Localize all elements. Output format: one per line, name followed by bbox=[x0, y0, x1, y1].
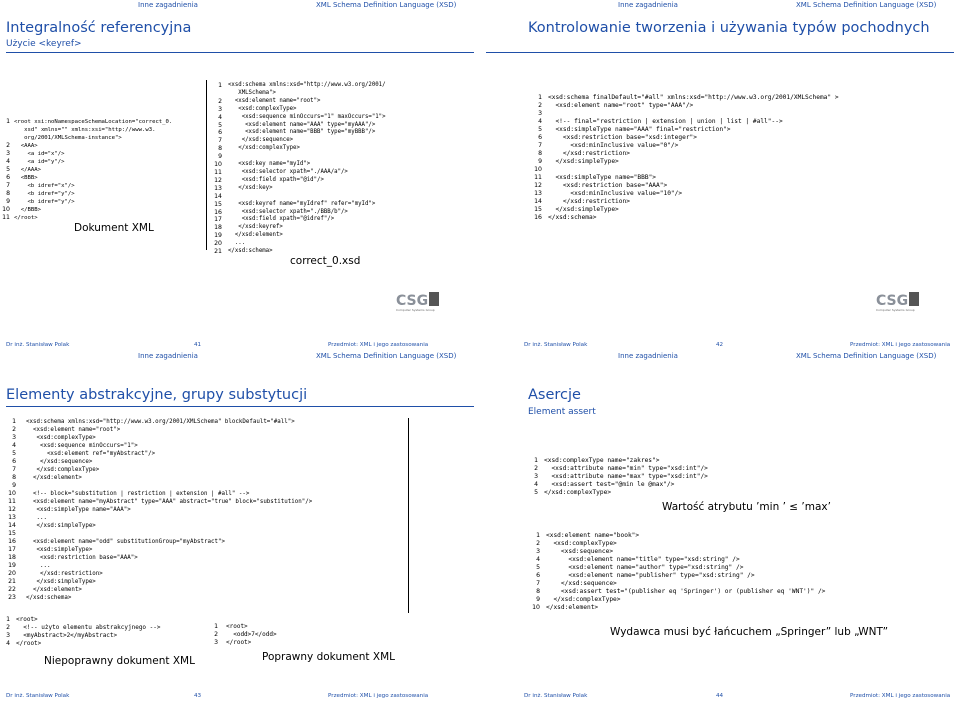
slide-subtitle: Element assert bbox=[528, 407, 596, 417]
xml-caption: Dokument XML bbox=[74, 222, 154, 234]
assert-publisher-caption: Wydawca musi być łańcuchem „Springer” lub „WNT” bbox=[610, 626, 889, 638]
header-topic: XML Schema Definition Language (XSD) bbox=[316, 352, 457, 360]
svg-text:CSG: CSG bbox=[396, 293, 429, 309]
header-topic: XML Schema Definition Language (XSD) bbox=[796, 1, 937, 9]
slide-title: Elementy abstrakcyjne, grupy substytucji bbox=[6, 387, 308, 403]
line-numbers: 1 2 3 4 5 6 7 8 9 10 11 12 13 14 15 16 17 18 19 20 21 22 23 bbox=[8, 418, 16, 601]
line-numbers: 1 2 3 4 5 6 7 8 9 10 11 12 13 14 15 16 17 18 19 20 21 bbox=[214, 82, 222, 256]
header-section: Inne zagadnienia bbox=[138, 352, 198, 360]
slide-header bbox=[0, 0, 480, 12]
line-numbers: 1 2 3 4 5 6 7 8 9 10 bbox=[532, 532, 540, 611]
slide-header bbox=[480, 0, 960, 12]
svg-text:CSG: CSG bbox=[876, 293, 909, 309]
slide-41 bbox=[0, 0, 480, 350]
assert-publisher-code: <xsd:element name="book"> <xsd:complexType> <xsd:sequence> <xsd:element name="title" type="xsd:string" /> <xsd:element name="author" type="xsd:string" /> <xsd:element name="publisher" type="xsd:string" /> </xsd:sequence> <xsd:assert test="(publisher eq 'Springer') or (publisher eq 'WNT')" /> </xsd:complexType> </xsd:element> bbox=[546, 532, 826, 611]
svg-text:Computer Systems Group: Computer Systems Group bbox=[396, 308, 435, 312]
slide-header bbox=[0, 351, 480, 363]
header-topic: XML Schema Definition Language (XSD) bbox=[796, 352, 937, 360]
slide-44 bbox=[480, 351, 960, 701]
schema-code: <xsd:schema finalDefault="#all" xmlns:xsd="http://www.w3.org/2001/XMLSchema" > <xsd:element name="root" type="AAA"/> <!-- final="restriction | extension | union | list | #all"--> <xsd:simpleType name="AAA" final="restriction"> <xsd:restriction base="xsd:integer"> <xsd:minInclusive value="0"/> </xsd:restriction> </xsd:simpleType> <xsd:simpleType name="BBB"> <xsd:restriction base="AAA"> <xsd:minInclusive value="10"/> </xsd:restriction> </xsd:simpleType> </xsd:schema> bbox=[548, 94, 839, 221]
valid-xml-caption: Poprawny dokument XML bbox=[262, 651, 395, 663]
slide-header bbox=[480, 351, 960, 363]
line-numbers: 1 2 3 4 5 6 7 8 9 10 11 12 13 14 15 16 bbox=[534, 94, 542, 221]
footer-author: Dr inż. Stanisław Polak bbox=[6, 693, 70, 699]
code-frame-line bbox=[408, 418, 409, 613]
footer-title: Przedmiot: XML i jego zastosowania bbox=[850, 342, 951, 348]
assert-range-caption: Wartość atrybutu ’min ’ ≤ ’max’ bbox=[662, 501, 831, 513]
page-number: 43 bbox=[194, 693, 202, 699]
footer-title: Przedmiot: XML i jego zastosowania bbox=[328, 693, 429, 699]
page-number: 42 bbox=[716, 342, 724, 348]
slide-42 bbox=[480, 0, 960, 350]
page-number: 41 bbox=[194, 342, 202, 348]
slide-title: Kontrolowanie tworzenia i używania typów pochodnych bbox=[528, 20, 930, 36]
footer-author: Dr inż. Stanisław Polak bbox=[524, 342, 588, 348]
schema-code: <xsd:schema xmlns:xsd="http://www.w3.org/2001/XMLSchema" blockDefault="#all"> <xsd:element name="root"> <xsd:complexType> <xsd:sequence minOccurs="1"> <xsd:element ref="myAbstract"/> </xsd:sequence> </xsd:complexType> </xsd:element> <!-- block="substitution | restriction | extension | #all" --> <xsd:element name="myAbstract" type="AAA" abstract="true" block="substitution"/> <xsd:simpleType name="AAA"> ... </xsd:simpleType> <xsd:element name="odd" substitutionGroup="myAbstract"> <xsd:simpleType> <xsd:restriction base="AAA"> ... </xsd:restriction> </xsd:simpleType> </xsd:element> </xsd:schema> bbox=[26, 419, 313, 601]
line-numbers: 1 2 3 4 bbox=[6, 616, 10, 647]
footer-author: Dr inż. Stanisław Polak bbox=[524, 693, 588, 699]
slide-title: Integralność referencyjna bbox=[6, 20, 192, 36]
csg-agh-logo bbox=[876, 290, 920, 316]
header-section: Inne zagadnienia bbox=[618, 352, 678, 360]
line-numbers: 1 2 3 4 5 6 7 8 9 10 11 bbox=[2, 118, 10, 221]
xsd-schema-code: <xsd:schema xmlns:xsd="http://www.w3.org/2001/ XMLSchema"> <xsd:element name="root"> <xsd:complexType> <xsd:sequence minOccurs="1" maxOccurs="1"> <xsd:element name="AAA" type="myAAA"/> <xsd:element name="BBB" type="myBBB"/> </xsd:sequence> </xsd:complexType> <xsd:key name="myId"> <xsd:selector xpath="./AAA/a"/> <xsd:field xpath="@id"/> </xsd:key> <xsd:keyref name="myIdref" refer="myId"> <xsd:selector xpath="./BBB/b"/> <xsd:field xpath="@idref"/> </xsd:keyref> </xsd:element> ... </xsd:schema> bbox=[228, 82, 386, 255]
line-numbers: 1 2 3 4 5 bbox=[534, 457, 538, 496]
column-divider bbox=[206, 80, 207, 250]
slide-title: Asercje bbox=[528, 387, 581, 403]
valid-xml-code: <root> <odd>7</odd> </root> bbox=[226, 623, 277, 646]
line-numbers: 1 2 3 bbox=[214, 623, 218, 646]
page-number: 44 bbox=[716, 693, 724, 699]
title-rule bbox=[6, 52, 474, 53]
xml-document-code: <root xsi:noNamespaceSchemaLocation="correct_0. xsd" xmlns="" xmlns:xsi="http://www.w3. org/2001/XMLSchema-instance"> <AAA> <a id="x"/> <a id="y"/> </AAA> <BBB> <b idref="x"/> <b idref="y"/> <b idref="y"/> </BBB> </root> bbox=[14, 119, 173, 221]
footer-title: Przedmiot: XML i jego zastosowania bbox=[850, 693, 951, 699]
title-rule bbox=[486, 52, 954, 53]
csg-agh-logo bbox=[396, 290, 440, 316]
csg-logo-icon bbox=[876, 290, 920, 312]
svg-text:Computer Systems Group: Computer Systems Group bbox=[876, 308, 915, 312]
footer-author: Dr inż. Stanisław Polak bbox=[6, 342, 70, 348]
csg-logo-icon bbox=[396, 290, 440, 312]
header-topic: XML Schema Definition Language (XSD) bbox=[316, 1, 457, 9]
invalid-xml-code: <root> <!-- użyto elementu abstrakcyjnego --> <myAbstract>2</myAbstract> </root> bbox=[16, 616, 161, 647]
footer-title: Przedmiot: XML i jego zastosowania bbox=[328, 342, 429, 348]
header-section: Inne zagadnienia bbox=[138, 1, 198, 9]
xsd-caption: correct_0.xsd bbox=[290, 255, 361, 267]
invalid-xml-caption: Niepoprawny dokument XML bbox=[44, 655, 195, 667]
slide-43 bbox=[0, 351, 480, 701]
slide-subtitle: Użycie <keyref> bbox=[6, 39, 82, 49]
header-section: Inne zagadnienia bbox=[618, 1, 678, 9]
title-rule bbox=[6, 406, 474, 407]
assert-range-code: <xsd:complexType name="zakres"> <xsd:attribute name="min" type="xsd:int"/> <xsd:attribute name="max" type="xsd:int"/> <xsd:assert test="@min le @max"/> </xsd:complexType> bbox=[544, 457, 708, 496]
